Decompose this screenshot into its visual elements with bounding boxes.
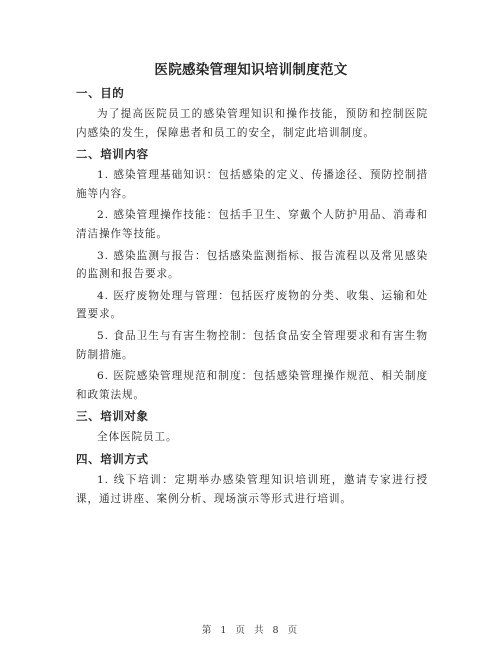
list-item: 2. 感染管理操作技能：包括手卫生、穿戴个人防护用品、消毒和清洁操作等技能。: [76, 209, 428, 240]
section-training-target: [76, 407, 428, 447]
section-training-content: [76, 145, 428, 404]
section-heading: 三、培训对象: [76, 409, 149, 424]
section-training-method: [76, 450, 428, 508]
section-heading: 四、培训方式: [76, 451, 149, 466]
section-heading: 一、目的: [76, 86, 125, 100]
document-body: [76, 84, 428, 511]
section-purpose: [76, 84, 428, 142]
list-item: 6. 医院感染管理规范和制度：包括感染管理操作规范、相关制度和政策法规。: [76, 370, 428, 401]
page-number-footer: 第 1 页 共 8 页: [201, 625, 301, 636]
list-item: 1. 感染管理基础知识：包括感染的定义、传播途径、预防控制措施等内容。: [76, 169, 428, 200]
list-item: 4. 医疗废物处理与管理：包括医疗废物的分类、收集、运输和处置要求。: [76, 289, 428, 321]
document-title: 医院感染管理知识培训制度范文: [154, 62, 348, 78]
paragraph: 为了提高医院员工的感染管理知识和操作技能，预防和控制医院内感染的发生，保障患者和员工的安全，制定此培训制度。: [76, 108, 428, 139]
section-heading: 二、培训内容: [76, 147, 149, 162]
paragraph: 全体医院员工。: [97, 431, 178, 444]
list-item: 3. 感染监测与报告：包括感染监测指标、报告流程以及常见感染的监测和报告要求。: [76, 249, 428, 281]
list-item: 5. 食品卫生与有害生物控制：包括食品安全管理要求和有害生物防制措施。: [76, 329, 428, 361]
list-item: 1. 线下培训：定期举办感染管理知识培训班，邀请专家进行授课，通过讲座、案例分析、现场演示等形式进行培训。: [76, 473, 428, 505]
